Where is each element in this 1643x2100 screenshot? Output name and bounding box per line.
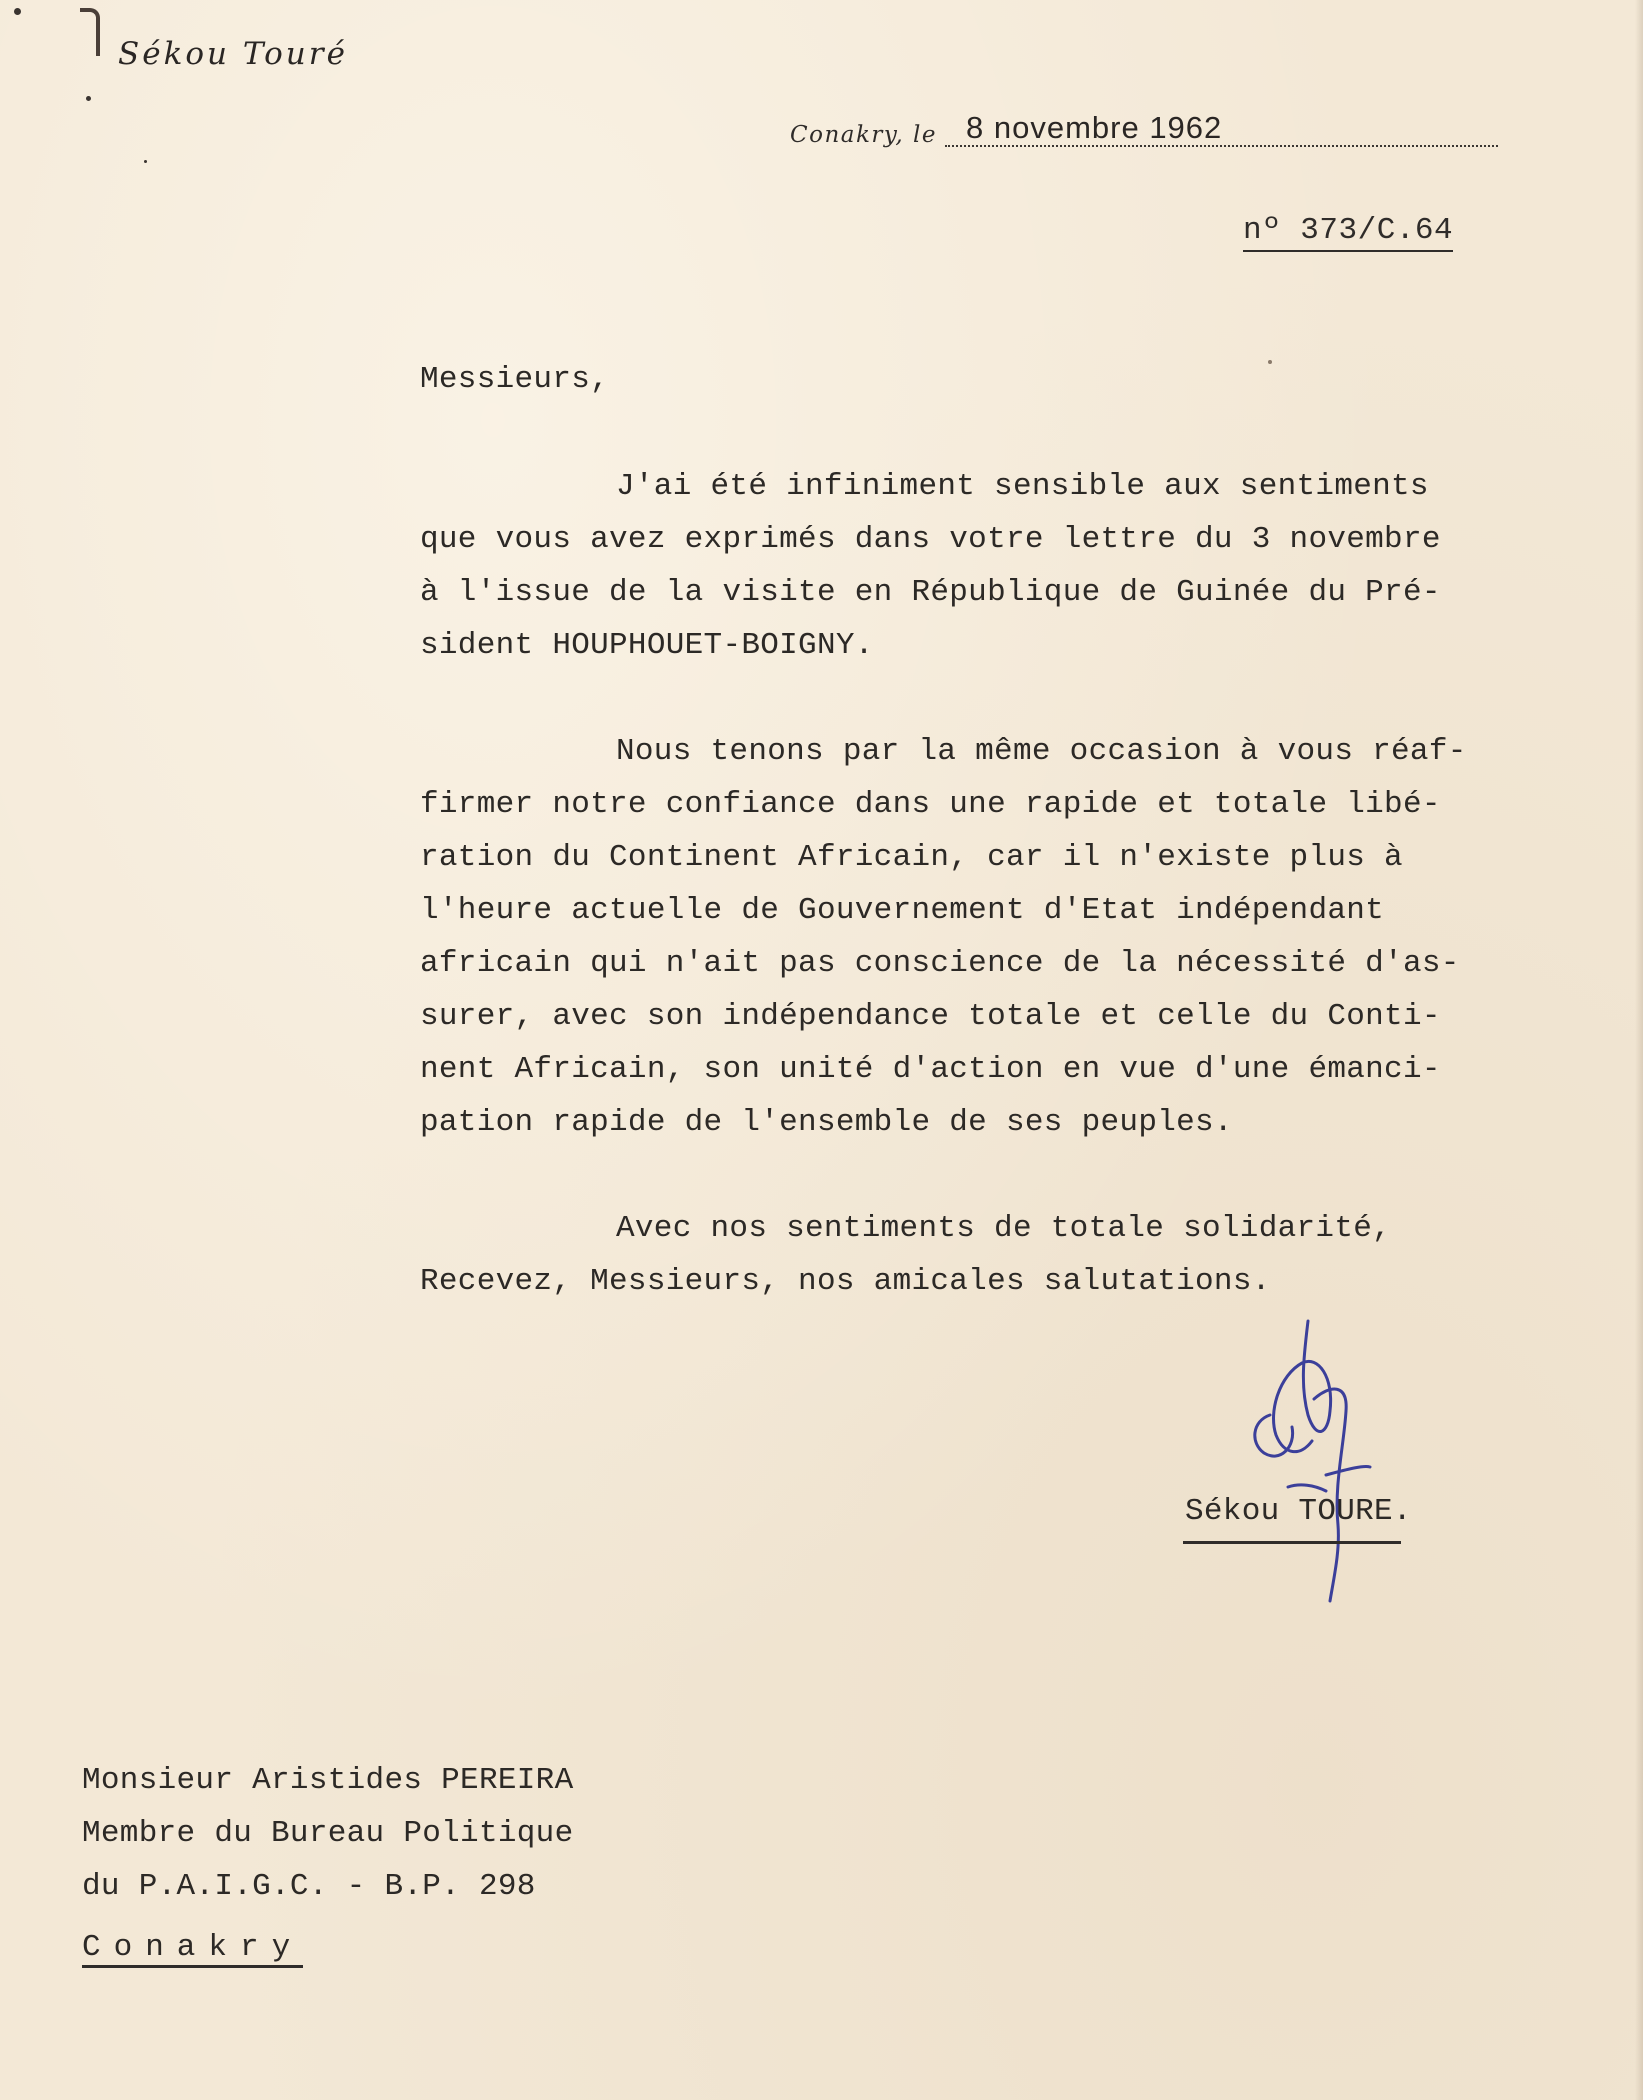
ink-speck xyxy=(1268,360,1272,364)
body-line: pation rapide de l'ensemble de ses peuples. xyxy=(420,1105,1233,1140)
corner-ink-mark xyxy=(80,8,100,56)
body-line: J'ai été infiniment sensible aux sentiments xyxy=(616,469,1429,504)
body-line: que vous avez exprimés dans votre lettre du 3 novembre xyxy=(420,522,1441,557)
body-line: Nous tenons par la même occasion à vous réaf- xyxy=(616,734,1467,769)
body-line: ration du Continent Africain, car il n'existe plus à xyxy=(420,840,1403,875)
signer-name: Sékou TOURE. xyxy=(1185,1494,1412,1529)
salutation: Messieurs, xyxy=(420,362,610,397)
addressee-line: Membre du Bureau Politique xyxy=(82,1816,574,1851)
signer-rule xyxy=(1183,1541,1401,1544)
body-line: surer, avec son indépendance totale et celle du Conti- xyxy=(420,999,1441,1034)
body-line: l'heure actuelle de Gouvernement d'Etat indépendant xyxy=(420,893,1385,928)
reference-number: nº 373/C.64 xyxy=(1243,214,1453,252)
ink-speck xyxy=(144,160,147,163)
addressee-line: du P.A.I.G.C. - B.P. 298 xyxy=(82,1869,536,1904)
paper-edge xyxy=(1635,0,1643,2100)
body-line: nent Africain, son unité d'action en vue d'une émanci- xyxy=(420,1052,1441,1087)
ink-speck xyxy=(14,8,21,15)
body-line: à l'issue de la visite en République de Guinée du Pré- xyxy=(420,575,1441,610)
body-line: africain qui n'ait pas conscience de la nécessité d'as- xyxy=(420,946,1460,981)
letter-date: 8 novembre 1962 xyxy=(966,110,1223,145)
addressee-block xyxy=(82,1754,573,1913)
handwritten-signature xyxy=(1230,1315,1390,1605)
letterhead-name: Sékou Touré xyxy=(118,36,348,72)
closing-line: Avec nos sentiments de totale solidarité, xyxy=(616,1211,1392,1246)
body-line: sident HOUPHOUET-BOIGNY. xyxy=(420,628,874,663)
ink-speck xyxy=(86,96,91,101)
addressee-line: Monsieur Aristides PEREIRA xyxy=(82,1763,574,1798)
dateline xyxy=(790,110,1498,150)
body-line: firmer notre confiance dans une rapide et totale libé- xyxy=(420,787,1441,822)
closing-line: Recevez, Messieurs, nos amicales salutations. xyxy=(420,1264,1271,1299)
destination-city: Conakry xyxy=(82,1932,303,1968)
dateline-prefix: Conakry, le xyxy=(790,122,937,148)
